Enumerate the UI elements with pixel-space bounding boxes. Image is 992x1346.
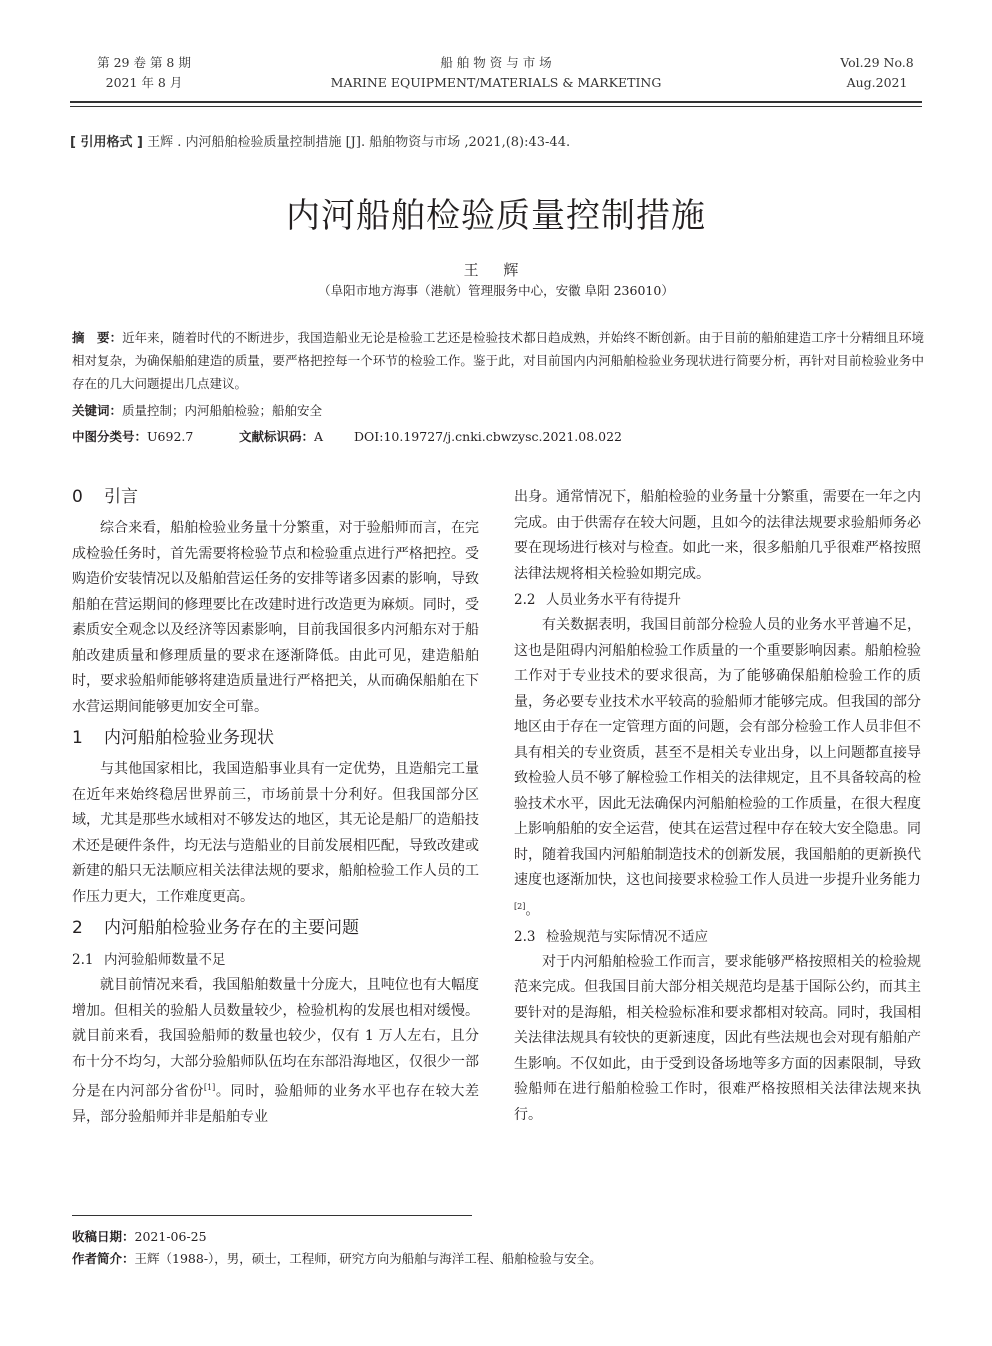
header-rule-thin bbox=[70, 106, 922, 107]
paragraph-text: 有关数据表明，我国目前部分检验人员的业务水平普遍不足，这也是阻碍内河船舶检验工作质量的一个重要影响因素。船舶检验工作对于专业技术的要求很高，为了能够确保船舶检验工作的质量，务必要专业技术水平较高的验船师才能够完成。但我国的部分地区由于存在一定管理方面的问题，会有部分检验工作人员非但不具有相关的专业资质，甚至不是相关专业出身，以上问题都直接导致检验人员不够了解检验工作相关的法律规定，且不具备较高的检验技术水平，因此无法确保内河船舶检验的工作质量，在很大程度上影响船舶的安全运营，使其在运营过程中存在较大安全隐患。同时，随着我国内河船舶制造技术的创新发展，我国船舶的更新换代速度也逐渐加快，这也间接要求检验工作人员进一步提升业务能力 bbox=[514, 617, 921, 888]
journal-name-cn: 船 舶 物 资 与 市 场 bbox=[440, 55, 552, 70]
subsection-title: 内河验船师数量不足 bbox=[104, 952, 226, 968]
doi: DOI:10.19727/j.cnki.cbwzysc.2021.08.022 bbox=[354, 429, 623, 444]
author-bio bbox=[72, 1249, 924, 1267]
subsection-title: 检验规范与实际情况不适应 bbox=[546, 928, 708, 945]
paragraph-end: 。 bbox=[525, 902, 540, 919]
citation-text: 王辉 . 内河船舶检验质量控制措施 [J]. 船舶物资与市场 ,2021,(8):43-44. bbox=[142, 135, 571, 150]
citation-ref: [2] bbox=[514, 901, 526, 911]
abstract bbox=[72, 326, 924, 395]
section-heading-0 bbox=[72, 483, 479, 511]
clc-label: 中图分类号： bbox=[72, 429, 148, 444]
journal-date: 2021 年 8 月 bbox=[105, 75, 183, 90]
article-title: 内河船舶检验质量控制措施 bbox=[286, 196, 706, 236]
clc-value: U692.7 bbox=[147, 429, 194, 444]
paragraph: 与其他国家相比，我国造船事业具有一定优势，且造船完工量在近年来始终稳居世界前三，市场前景十分利好。但我国部分区域，尤其是那些水域相对不够发达的地区，其无论是船厂的造船技术还是硬件条件，均无法与造船业的目前发展相匹配，导致改建或新建的船只无法顺应相关法律法规的要求，船舶检验工作人员的工作压力更大，工作难度更高。 bbox=[72, 761, 479, 905]
paragraph-text-overflow: 。同时，验船师的业务水平也存在较大差异，部分验船师并非是船舶专业 bbox=[72, 1083, 480, 1126]
bio-value: 王辉（1988-），男，硕士，工程师，研究方向为船舶与海洋工程、船舶检验与安全。 bbox=[134, 1251, 602, 1266]
subsection-heading-2-1 bbox=[72, 947, 479, 973]
doc-code-value: A bbox=[314, 429, 324, 444]
subsection-number: 2.2 bbox=[514, 592, 536, 608]
citation-ref: [1] bbox=[203, 1083, 216, 1092]
keywords-label: 关键词： bbox=[72, 403, 123, 418]
subsection-heading-2-3 bbox=[514, 924, 921, 950]
journal-volume: 第 29 卷 第 8 期 bbox=[97, 55, 191, 70]
journal-date-en: Aug.2021 bbox=[846, 75, 908, 90]
journal-volume-en: Vol.29 No.8 bbox=[840, 55, 914, 70]
section-title: 内河船舶检验业务现状 bbox=[104, 728, 274, 748]
abstract-label: 摘 要： bbox=[72, 330, 123, 345]
bio-label: 作者简介： bbox=[72, 1251, 135, 1266]
keywords bbox=[72, 401, 924, 419]
section-number: 0 bbox=[72, 487, 83, 507]
journal-issue bbox=[74, 53, 214, 93]
abstract-text: 近年来，随着时代的不断进步，我国造船业无论是检验工艺还是检验技术都日趋成熟，并始终不断创新。由于目前的船舶建造工序十分精细且环境相对复杂，为确保船舶建造的质量，要严格把控每一个环节的检验工作。鉴于此，对目前国内内河船舶检验业务现状进行简要分析，再针对目前检验业务中存在的几大问题提出几点建议。 bbox=[72, 330, 924, 391]
citation-label: [ 引用格式 ] bbox=[70, 135, 143, 150]
received-value: 2021-06-25 bbox=[134, 1229, 207, 1244]
keywords-text: 质量控制；内河船舶检验；船舶安全 bbox=[122, 403, 323, 418]
journal-issue-en bbox=[812, 53, 942, 93]
subsection-heading-2-2 bbox=[514, 587, 921, 613]
subsection-number: 2.3 bbox=[514, 928, 536, 945]
subsection-title: 人员业务水平有待提升 bbox=[546, 592, 681, 608]
section-number: 1 bbox=[72, 728, 83, 748]
paragraph bbox=[514, 613, 921, 924]
subsection-number: 2.1 bbox=[72, 952, 94, 968]
left-column bbox=[72, 487, 480, 1131]
paragraph bbox=[72, 973, 479, 1131]
header-rule-thick bbox=[70, 101, 922, 103]
article-author: 王 辉 bbox=[463, 261, 529, 279]
section-heading-2 bbox=[72, 914, 479, 942]
paragraph-continued: 出身。通常情况下，船舶检验的业务量十分繁重，需要在一年之内完成。由于供需存在较大问题，且如今的法律法规要求验船师务必要在现场进行核对与检查。如此一来，很多船舶几乎很难严格按照法律法规将相关检验如期完成。 bbox=[514, 489, 921, 582]
journal-name bbox=[246, 53, 746, 93]
citation-format bbox=[70, 131, 922, 150]
paragraph-text: 就目前情况来看，我国船舶数量十分庞大，且吨位也有大幅度增加。但相关的验船人员数量较少，检验机构的发展也相对缓慢。就目前来看，我国验船师的数量也较少，仅有 1 万人左右，且分布十分不均匀，大部分验船师队伍均在东部沿海地区，仅很少一部分是在内河部分省份 bbox=[72, 977, 479, 1100]
section-heading-1 bbox=[72, 724, 479, 752]
received-date bbox=[72, 1227, 924, 1245]
section-number: 2 bbox=[72, 918, 83, 938]
doc-code-label: 文献标识码： bbox=[239, 429, 315, 444]
right-column bbox=[514, 485, 921, 1128]
author-affiliation: （阜阳市地方海事（港航）管理服务中心，安徽 阜阳 236010） bbox=[318, 283, 674, 298]
received-label: 收稿日期： bbox=[72, 1229, 135, 1244]
journal-name-en: MARINE EQUIPMENT/MATERIALS & MARKETING bbox=[330, 75, 662, 90]
section-title: 引言 bbox=[104, 487, 138, 507]
section-title: 内河船舶检验业务存在的主要问题 bbox=[104, 918, 359, 938]
classification bbox=[72, 427, 924, 445]
paragraph: 综合来看，船舶检验业务量十分繁重，对于验船师而言，在完成检验任务时，首先需要将检验节点和检验重点进行严格把控。受购造价安装情况以及船舶营运任务的安排等诸多因素的影响，导致船舶在营运期间的修理要比在改建时进行改造更为麻烦。同时，受素质安全观念以及经济等因素影响，目前我国很多内河船东对于船舶改建质量和修理质量的要求在逐渐降低。由此可见，建造船舶时，要求验船师能够将建造质量进行严格把关，从而确保船舶在下水营运期间能够更加安全可靠。 bbox=[72, 520, 479, 715]
footnote-rule bbox=[72, 1215, 472, 1216]
paragraph: 对于内河船舶检验工作而言，要求能够严格按照相关的检验规范来完成。但我国目前大部分相关规范均是基于国际公约，而其主要针对的是海船，相关检验标准和要求都相对较高。同时，我国相关法律法规具有较快的更新速度，因此有些法规也会对现有船舶产生影响。不仅如此，由于受到设备场地等多方面的因素限制，导致验船师在进行船舶检验工作时，很难严格按照相关法律法规来执行。 bbox=[514, 953, 921, 1123]
